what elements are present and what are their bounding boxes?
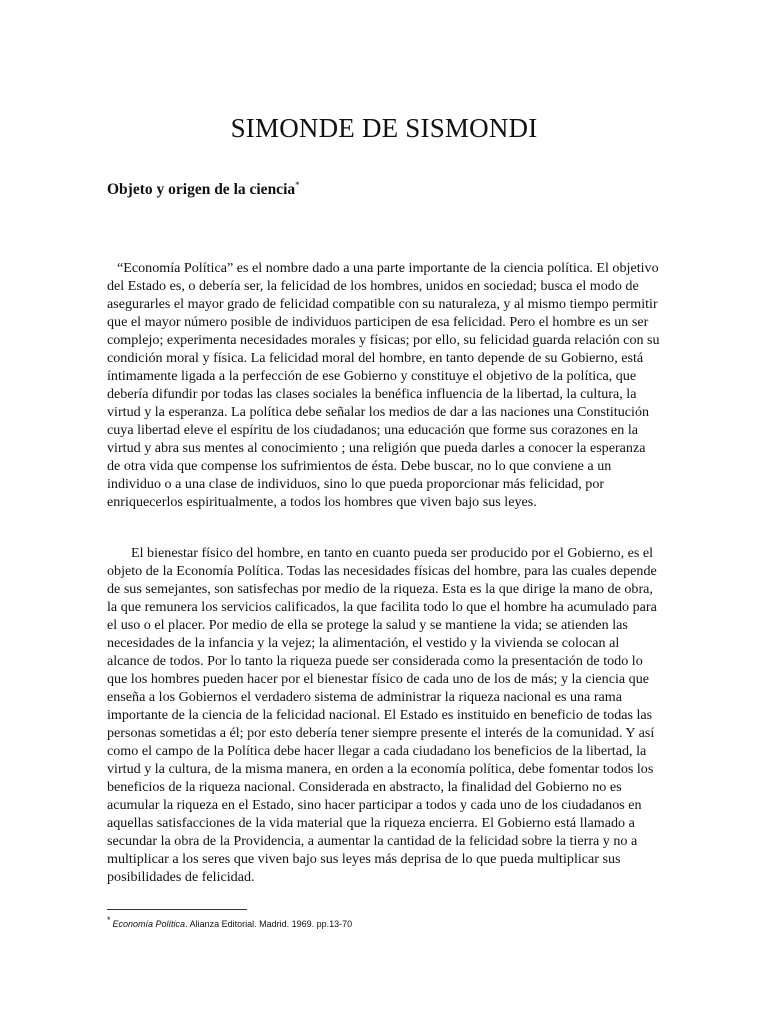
footnote-reference-marker: * <box>295 180 300 190</box>
body-paragraph: El bienestar físico del hombre, en tanto en cuanto pueda ser producido por el Gobierno, es el objeto de la Economía Política. Todas las necesidades físicas del hombre, para las cuales depende de sus semejantes, son satisfechas por medio de la riqueza. Esta es la que dirige la mano de obra, la que remunera los servicios calificados, la que facilita todo lo que el hombre ha acumulado para el uso o el placer. Por medio de ella se protege la salud y se mantiene la vida; se atienden las necesidades de la infancia y la vejez; la alimentación, el vestido y la vivienda se colocan al alcance de todos. Por lo tanto la riqueza puede ser considerada como la presentación de todo lo que los hombres pueden hacer por el bienestar físico de cada uno de los de más; y la ciencia que enseña a los Gobiernos el verdadero sistema de administrar la riqueza nacional es una rama importante de la ciencia de la felicidad nacional. El Estado es instituido en beneficio de todas las personas sometidas a él; por esto debería tener siempre presente el interés de la comunidad. Y así como el campo de la Política debe hacer llegar a cada ciudadano los beneficios de la libertad, la virtud y la cultura, de la misma manera, en orden a la economía política, debe fomentar todos los beneficios de la riqueza nacional. Considerada en abstracto, la finalidad del Gobierno no es acumular la riqueza en el Estado, sino hacer participar a todos y cada uno de los ciudadanos en aquellas satisfacciones de la vida material que la riqueza encierra. El Gobierno está llamado a secundar la obra de la Providencia, a aumentar la cantidad de la felicidad sobre la tierra y no a multiplicar a los seres que viven bajo sus leyes más deprisa de lo que pueda multiplicar sus posibilidades de felicidad. <box>107 545 657 885</box>
body-paragraph: “Economía Política” es el nombre dado a una parte importante de la ciencia política. El objetivo del Estado es, o debería ser, la felicidad de los hombres, unidos en sociedad; busca el modo de asegurarles el mayor grado de felicidad compatible con su naturaleza, y al mismo tiempo permitir que el mayor número posible de individuos participen de esa felicidad. Pero el hombre es un ser complejo; experimenta necesidades morales y físicas; por ello, su felicidad guarda relación con su condición moral y física. La felicidad moral del hombre, en tanto depende de su Gobierno, está íntimamente ligada a la perfección de ese Gobierno y constituye el objetivo de la política, que debería difundir por todas las clases sociales la benéfica influencia de la libertad, la cultura, la virtud y la esperanza. La política debe señalar los medios de dar a las naciones una Constitución cuya libertad eleve el espíritu de los ciudadanos; una educación que forme sus corazones en la virtud y abra sus mentes al conocimiento ; una religión que pueda darles a conocer la esperanza de otra vida que compense los sufrimientos de ésta. Debe buscar, no lo que conviene a un individuo o a una clase de individuos, sino lo que pueda proporcionar más felicidad, por enriquecerlos espiritualmente, a todos los hombres que viven bajo sus leyes. <box>107 260 660 510</box>
footnote-citation: . Alianza Editorial. Madrid. 1969. pp.13-70 <box>185 919 353 929</box>
section-heading-text: Objeto y origen de la ciencia <box>107 181 296 199</box>
document-title: SIMONDE DE SISMONDI <box>230 113 538 144</box>
footnote <box>107 914 352 930</box>
footnote-divider <box>107 909 247 910</box>
footnote-work-title: Economía Política <box>112 919 186 929</box>
section-heading <box>107 180 300 199</box>
footnote-marker: * <box>107 915 111 925</box>
